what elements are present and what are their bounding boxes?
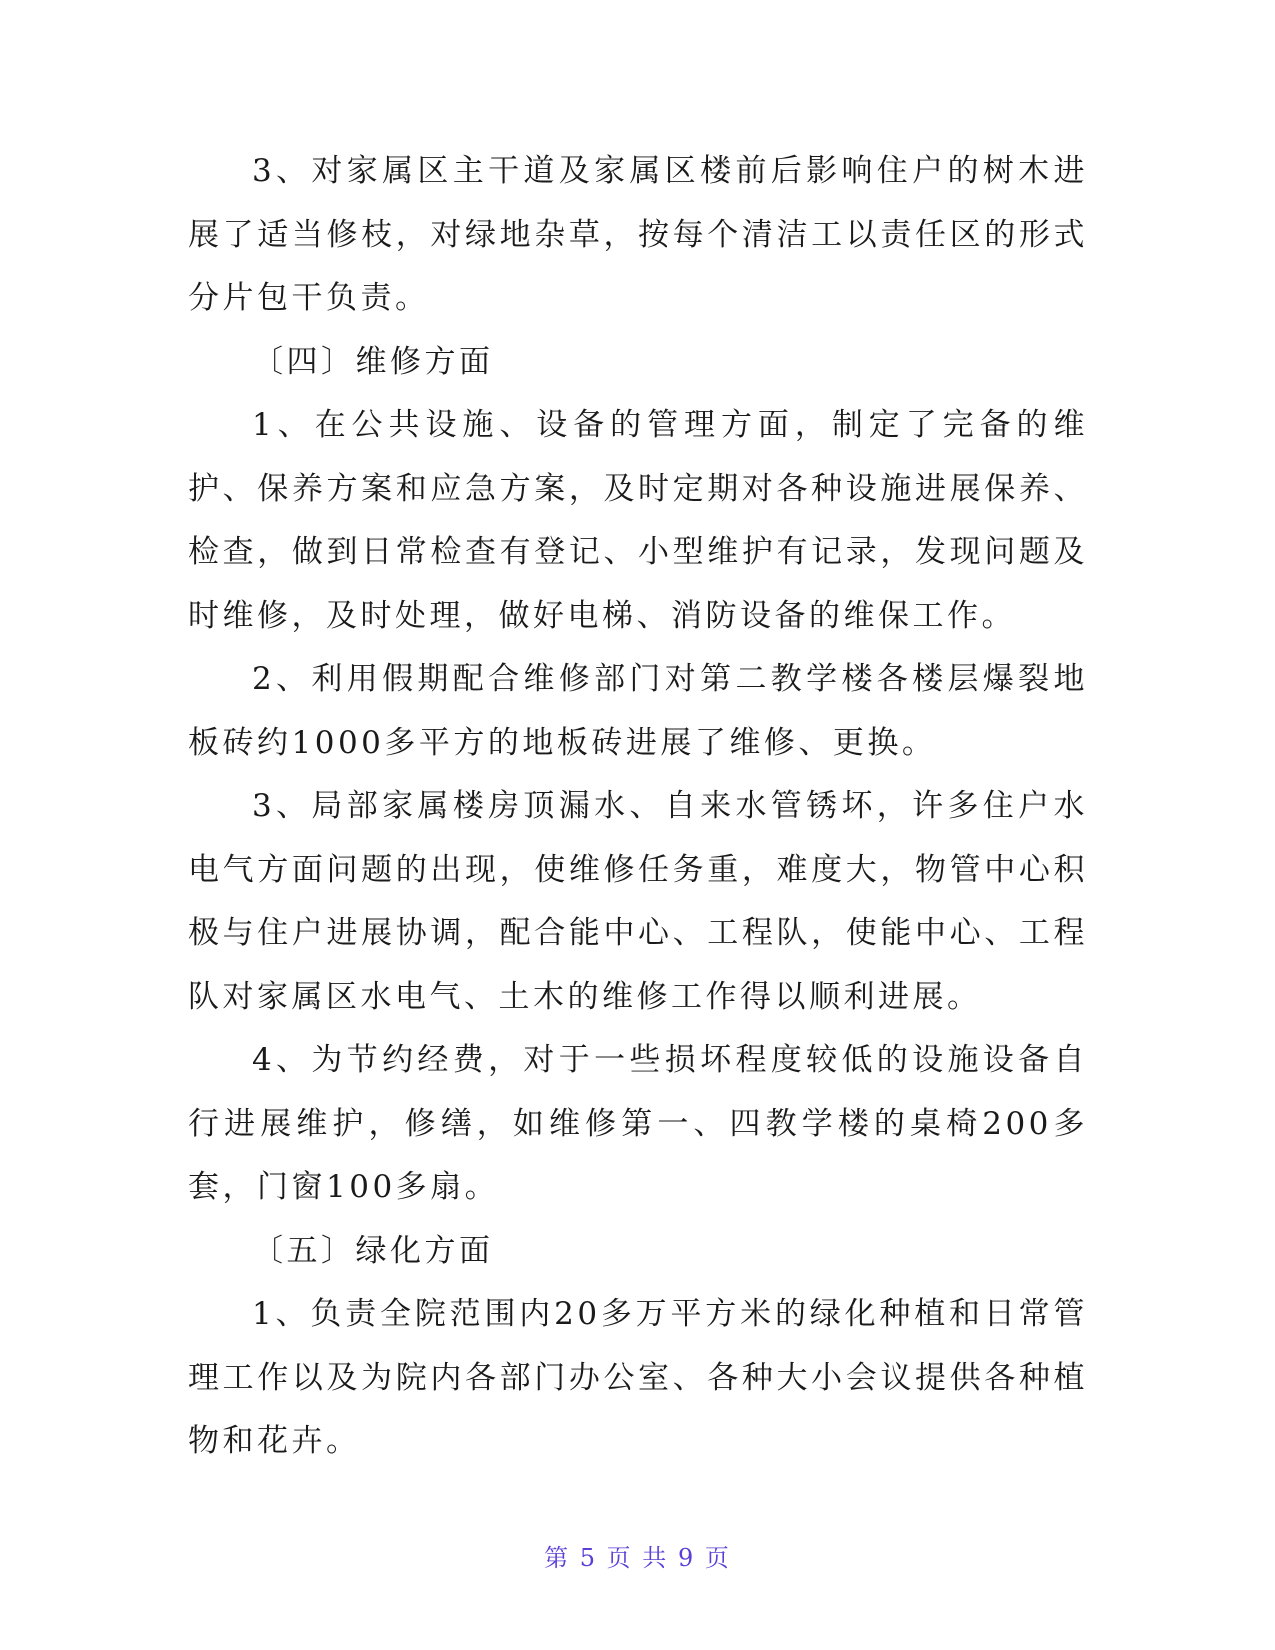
paragraph-item: 3、局部家属楼房顶漏水、自来水管锈坏，许多住户水电气方面问题的出现，使维修任务重，难度大，物管中心积极与住户进展协调，配合能中心、工程队，使能中心、工程队对家属区水电气、土木的维修工作得以顺利进展。 (188, 788, 1088, 1015)
document-body (188, 140, 1088, 1474)
paragraph-item: 1、在公共设施、设备的管理方面，制定了完备的维护、保养方案和应急方案，及时定期对各种设施进展保养、检查，做到日常检查有登记、小型维护有记录，发现问题及时维修，及时处理，做好电梯、消防设备的维保工作。 (188, 407, 1088, 634)
paragraph-item: 2、利用假期配合维修部门对第二教学楼各楼层爆裂地板砖约1000多平方的地板砖进展了维修、更换。 (188, 661, 1088, 761)
section-heading: 〔五〕绿化方面 (252, 1232, 494, 1269)
paragraph-item: 3、对家属区主干道及家属区楼前后影响住户的树木进展了适当修枝，对绿地杂草，按每个清洁工以责任区的形式分片包干负责。 (188, 153, 1088, 316)
paragraph-item: 4、为节约经费，对于一些损坏程度较低的设施设备自行进展维护，修缮，如维修第一、四教学楼的桌椅200多套，门窗100多扇。 (188, 1042, 1088, 1205)
paragraph-item: 1、负责全院范围内20多万平方米的绿化种植和日常管理工作以及为院内各部门办公室、各种大小会议提供各种植物和花卉。 (188, 1296, 1088, 1459)
page-number-footer: 第 5 页 共 9 页 (544, 1544, 731, 1572)
section-heading: 〔四〕维修方面 (252, 343, 494, 380)
